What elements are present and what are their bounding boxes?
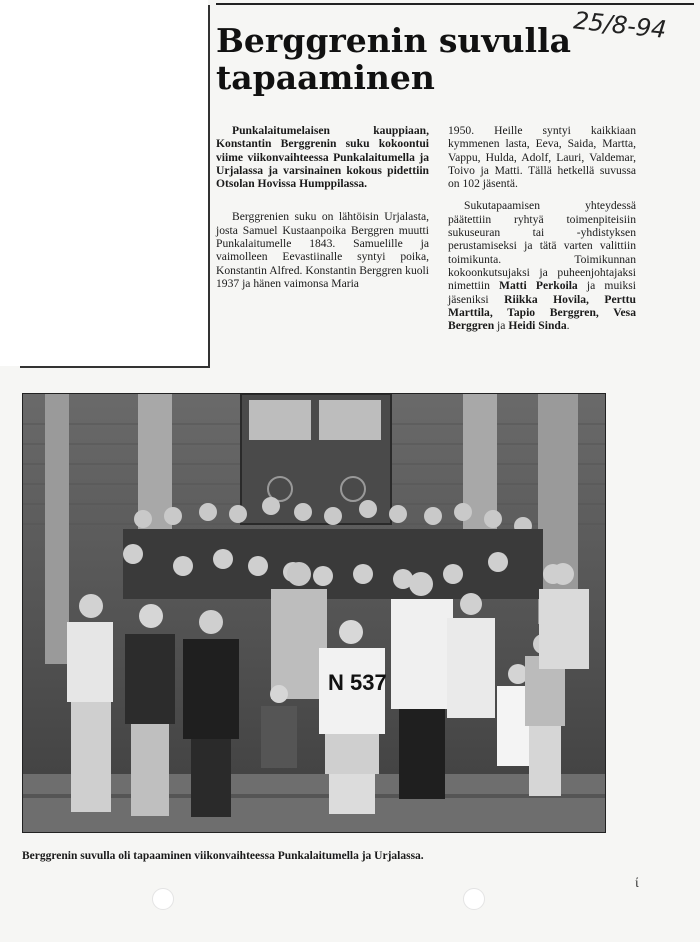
blank-margin <box>0 0 208 366</box>
committee-text-c: ja muiksi jäseniksi <box>448 279 636 306</box>
article-column-1 <box>216 124 429 299</box>
handwritten-date: 25/8-94 <box>572 6 668 44</box>
article-column-2 <box>448 124 636 341</box>
punch-hole <box>463 888 485 910</box>
photo-caption: Berggrenin suvulla oli tapaaminen viikonvaihteessa Punkalaitumella ja Urjalassa. <box>22 850 424 862</box>
committee-paragraph <box>448 199 636 332</box>
page-mark: ί <box>635 876 639 891</box>
chair-name: Matti Perkoila <box>499 279 578 293</box>
punch-hole <box>152 888 174 910</box>
lead-paragraph: Punkalaitumelaisen kauppiaan, Konstantin Berggrenin suku kokoontui viime viikonvaihteessa Punkalaitumella ja Urjalassa ja varsinainen kokous pidettiin Otsolan Hovissa Humppilassa. <box>216 124 429 191</box>
last-member-name: Heidi Sinda <box>508 319 567 333</box>
group-photo <box>22 393 606 833</box>
member-names: Riikka Hovila, Perttu Marttila, Tapio Berggren, Vesa Berggren <box>448 292 636 333</box>
committee-text-a: Sukutapaamisen yhteydessä päätettiin ryhtyä toimenpiteisiin sukuseuran tai -yhdistyksen perustamiseksi ja tätä varten valittiin toimikunta. Toimikunnan kokoonkutsujaksi ja puheenjohtajaksi nimettiin <box>448 199 636 293</box>
shirt-print: N 537 <box>328 670 387 695</box>
committee-text-e: ja <box>494 319 509 333</box>
headline: Berggrenin suvulla tapaaminen <box>216 21 572 97</box>
children-paragraph: 1950. Heille syntyi kaikkiaan kymmenen lasta, Eeva, Saida, Martta, Vappu, Hulda, Adolf, Lauri, Valdemar, Toivo ja Matti. Tällä hetkellä suvussa on 102 jäsentä. <box>448 124 636 191</box>
committee-text-g: . <box>566 319 570 333</box>
history-paragraph: Berggrenien suku on lähtöisin Urjalasta, josta Samuel Kustaanpoika Berggren muutti Punkalaitumelle 1843. Samuelille ja vaimolleen Eevastiinalle syntyi poika, Konstantin Alfred. Konstantin Berggren kuoli 1937 ja hänen vaimonsa Maria <box>216 210 429 290</box>
photo-illustration <box>23 394 606 833</box>
clipping-border-bottom <box>20 366 210 368</box>
clipping-border-left <box>208 5 210 366</box>
